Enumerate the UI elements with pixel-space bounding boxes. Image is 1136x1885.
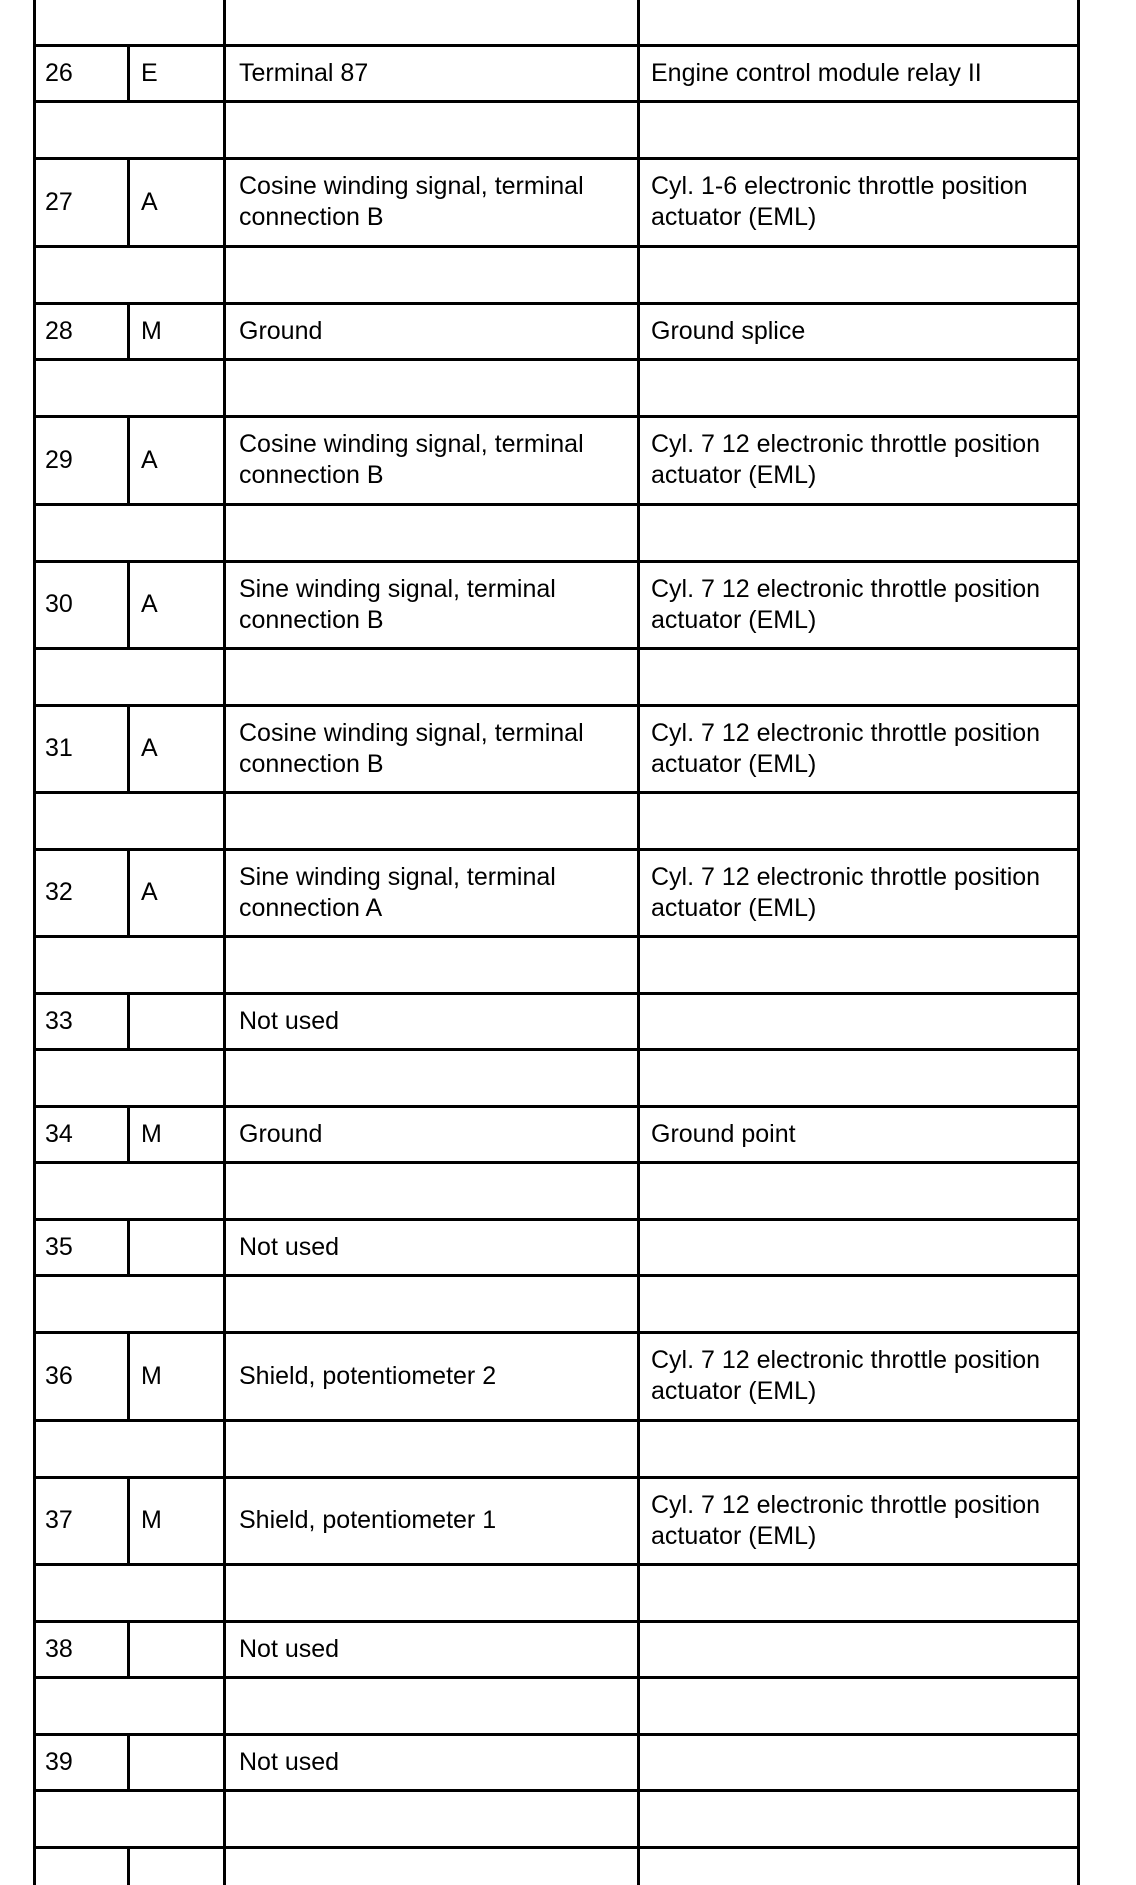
connection-cell: Ground point: [639, 1106, 1079, 1162]
spacer-cell: [35, 936, 225, 993]
table-row: [35, 158, 1079, 246]
table-row: [35, 1106, 1079, 1162]
signal-type-cell: [129, 1219, 225, 1275]
spacer-cell: [35, 359, 225, 416]
connection-cell: [639, 993, 1079, 1049]
table-row: [35, 1734, 1079, 1790]
spacer-row: [35, 1420, 1079, 1477]
spacer-cell: [225, 1564, 639, 1621]
signal-type-cell: A: [129, 849, 225, 936]
connection-cell: [639, 1847, 1079, 1885]
connection-cell: Cyl. 7 12 electronic throttle position actuator (EML): [639, 561, 1079, 648]
signal-type-cell: A: [129, 416, 225, 504]
spacer-row: [35, 1162, 1079, 1219]
table-row: [35, 561, 1079, 648]
table-row: [35, 849, 1079, 936]
spacer-cell: [225, 504, 639, 561]
spacer-cell: [35, 1049, 225, 1106]
description-cell: Not used: [225, 1734, 639, 1790]
signal-type-cell: [129, 1734, 225, 1790]
spacer-cell: [225, 1162, 639, 1219]
description-cell: Ground: [225, 303, 639, 359]
spacer-row: [35, 1049, 1079, 1106]
signal-type-cell: A: [129, 158, 225, 246]
spacer-row: [35, 504, 1079, 561]
description-cell: Shield, potentiometer 2: [225, 1332, 639, 1420]
spacer-row: [35, 246, 1079, 303]
connection-cell: Cyl. 1-6 electronic throttle position actuator (EML): [639, 158, 1079, 246]
spacer-cell: [639, 101, 1079, 158]
pin-number-cell: 27: [35, 158, 129, 246]
spacer-row: [35, 101, 1079, 158]
signal-type-cell: M: [129, 303, 225, 359]
signal-type-cell: M: [129, 1106, 225, 1162]
spacer-cell: [225, 101, 639, 158]
spacer-cell: [225, 1677, 639, 1734]
connection-cell: Ground splice: [639, 303, 1079, 359]
connection-cell: [639, 1621, 1079, 1677]
spacer-cell: [639, 1162, 1079, 1219]
signal-type-cell: [129, 1621, 225, 1677]
spacer-cell: [35, 1790, 225, 1847]
description-cell: Not used: [225, 1621, 639, 1677]
description-cell: Sine winding signal, terminal connection B: [225, 561, 639, 648]
pin-number-cell: 37: [35, 1477, 129, 1564]
signal-type-cell: A: [129, 561, 225, 648]
spacer-cell: [35, 0, 225, 45]
connection-cell: Cyl. 7 12 electronic throttle position actuator (EML): [639, 1477, 1079, 1564]
pin-number-cell: 29: [35, 416, 129, 504]
spacer-cell: [639, 1564, 1079, 1621]
table-row: [35, 993, 1079, 1049]
spacer-row: [35, 936, 1079, 993]
spacer-cell: [639, 1420, 1079, 1477]
pin-number-cell: 30: [35, 561, 129, 648]
spacer-cell: [225, 792, 639, 849]
description-cell: Cosine winding signal, terminal connection B: [225, 158, 639, 246]
spacer-cell: [639, 1677, 1079, 1734]
pin-number-cell: [35, 1847, 129, 1885]
spacer-cell: [225, 0, 639, 45]
spacer-cell: [35, 1677, 225, 1734]
spacer-cell: [225, 648, 639, 705]
spacer-cell: [35, 504, 225, 561]
spacer-cell: [639, 936, 1079, 993]
spacer-cell: [639, 504, 1079, 561]
pin-number-cell: 26: [35, 45, 129, 101]
spacer-cell: [35, 648, 225, 705]
table-row: [35, 705, 1079, 792]
connection-cell: Cyl. 7 12 electronic throttle position actuator (EML): [639, 1332, 1079, 1420]
spacer-cell: [225, 936, 639, 993]
connection-cell: Engine control module relay II: [639, 45, 1079, 101]
spacer-cell: [639, 0, 1079, 45]
pin-number-cell: 28: [35, 303, 129, 359]
description-cell: Cosine winding signal, terminal connection B: [225, 705, 639, 792]
table-row: [35, 1621, 1079, 1677]
table-row: [35, 45, 1079, 101]
spacer-cell: [225, 1275, 639, 1332]
pin-number-cell: 36: [35, 1332, 129, 1420]
signal-type-cell: M: [129, 1477, 225, 1564]
pin-number-cell: 35: [35, 1219, 129, 1275]
pin-number-cell: 32: [35, 849, 129, 936]
pin-number-cell: 34: [35, 1106, 129, 1162]
spacer-cell: [35, 1420, 225, 1477]
signal-type-cell: E: [129, 45, 225, 101]
spacer-cell: [35, 101, 225, 158]
spacer-cell: [225, 359, 639, 416]
table-row: [35, 1332, 1079, 1420]
signal-type-cell: [129, 1847, 225, 1885]
table-row: [35, 303, 1079, 359]
spacer-row: [35, 0, 1079, 45]
connection-cell: [639, 1219, 1079, 1275]
connection-cell: Cyl. 7 12 electronic throttle position actuator (EML): [639, 416, 1079, 504]
spacer-row: [35, 1790, 1079, 1847]
spacer-cell: [35, 246, 225, 303]
description-cell: Terminal 87: [225, 45, 639, 101]
spacer-cell: [639, 1790, 1079, 1847]
description-cell: Ground: [225, 1106, 639, 1162]
table-row: [35, 1847, 1079, 1885]
spacer-row: [35, 792, 1079, 849]
spacer-cell: [639, 246, 1079, 303]
table-row: [35, 416, 1079, 504]
description-cell: Shield, potentiometer 1: [225, 1477, 639, 1564]
description-cell: Not used: [225, 1219, 639, 1275]
spacer-cell: [35, 1275, 225, 1332]
spacer-cell: [639, 1049, 1079, 1106]
description-cell: [225, 1847, 639, 1885]
pin-assignment-table: [33, 0, 1080, 1885]
table-row: [35, 1477, 1079, 1564]
spacer-cell: [639, 359, 1079, 416]
signal-type-cell: [129, 993, 225, 1049]
pin-number-cell: 31: [35, 705, 129, 792]
spacer-cell: [35, 1564, 225, 1621]
spacer-row: [35, 648, 1079, 705]
connection-cell: [639, 1734, 1079, 1790]
description-cell: Not used: [225, 993, 639, 1049]
spacer-row: [35, 1564, 1079, 1621]
description-cell: Sine winding signal, terminal connection A: [225, 849, 639, 936]
description-cell: Cosine winding signal, terminal connection B: [225, 416, 639, 504]
pin-number-cell: 33: [35, 993, 129, 1049]
spacer-row: [35, 1677, 1079, 1734]
connection-cell: Cyl. 7 12 electronic throttle position actuator (EML): [639, 705, 1079, 792]
signal-type-cell: A: [129, 705, 225, 792]
spacer-cell: [639, 1275, 1079, 1332]
signal-type-cell: M: [129, 1332, 225, 1420]
table-row: [35, 1219, 1079, 1275]
spacer-cell: [225, 1049, 639, 1106]
spacer-row: [35, 1275, 1079, 1332]
spacer-cell: [225, 246, 639, 303]
spacer-cell: [639, 792, 1079, 849]
pin-number-cell: 39: [35, 1734, 129, 1790]
spacer-row: [35, 359, 1079, 416]
pin-number-cell: 38: [35, 1621, 129, 1677]
spacer-cell: [35, 792, 225, 849]
spacer-cell: [225, 1790, 639, 1847]
spacer-cell: [35, 1162, 225, 1219]
spacer-cell: [225, 1420, 639, 1477]
connection-cell: Cyl. 7 12 electronic throttle position actuator (EML): [639, 849, 1079, 936]
spacer-cell: [639, 648, 1079, 705]
